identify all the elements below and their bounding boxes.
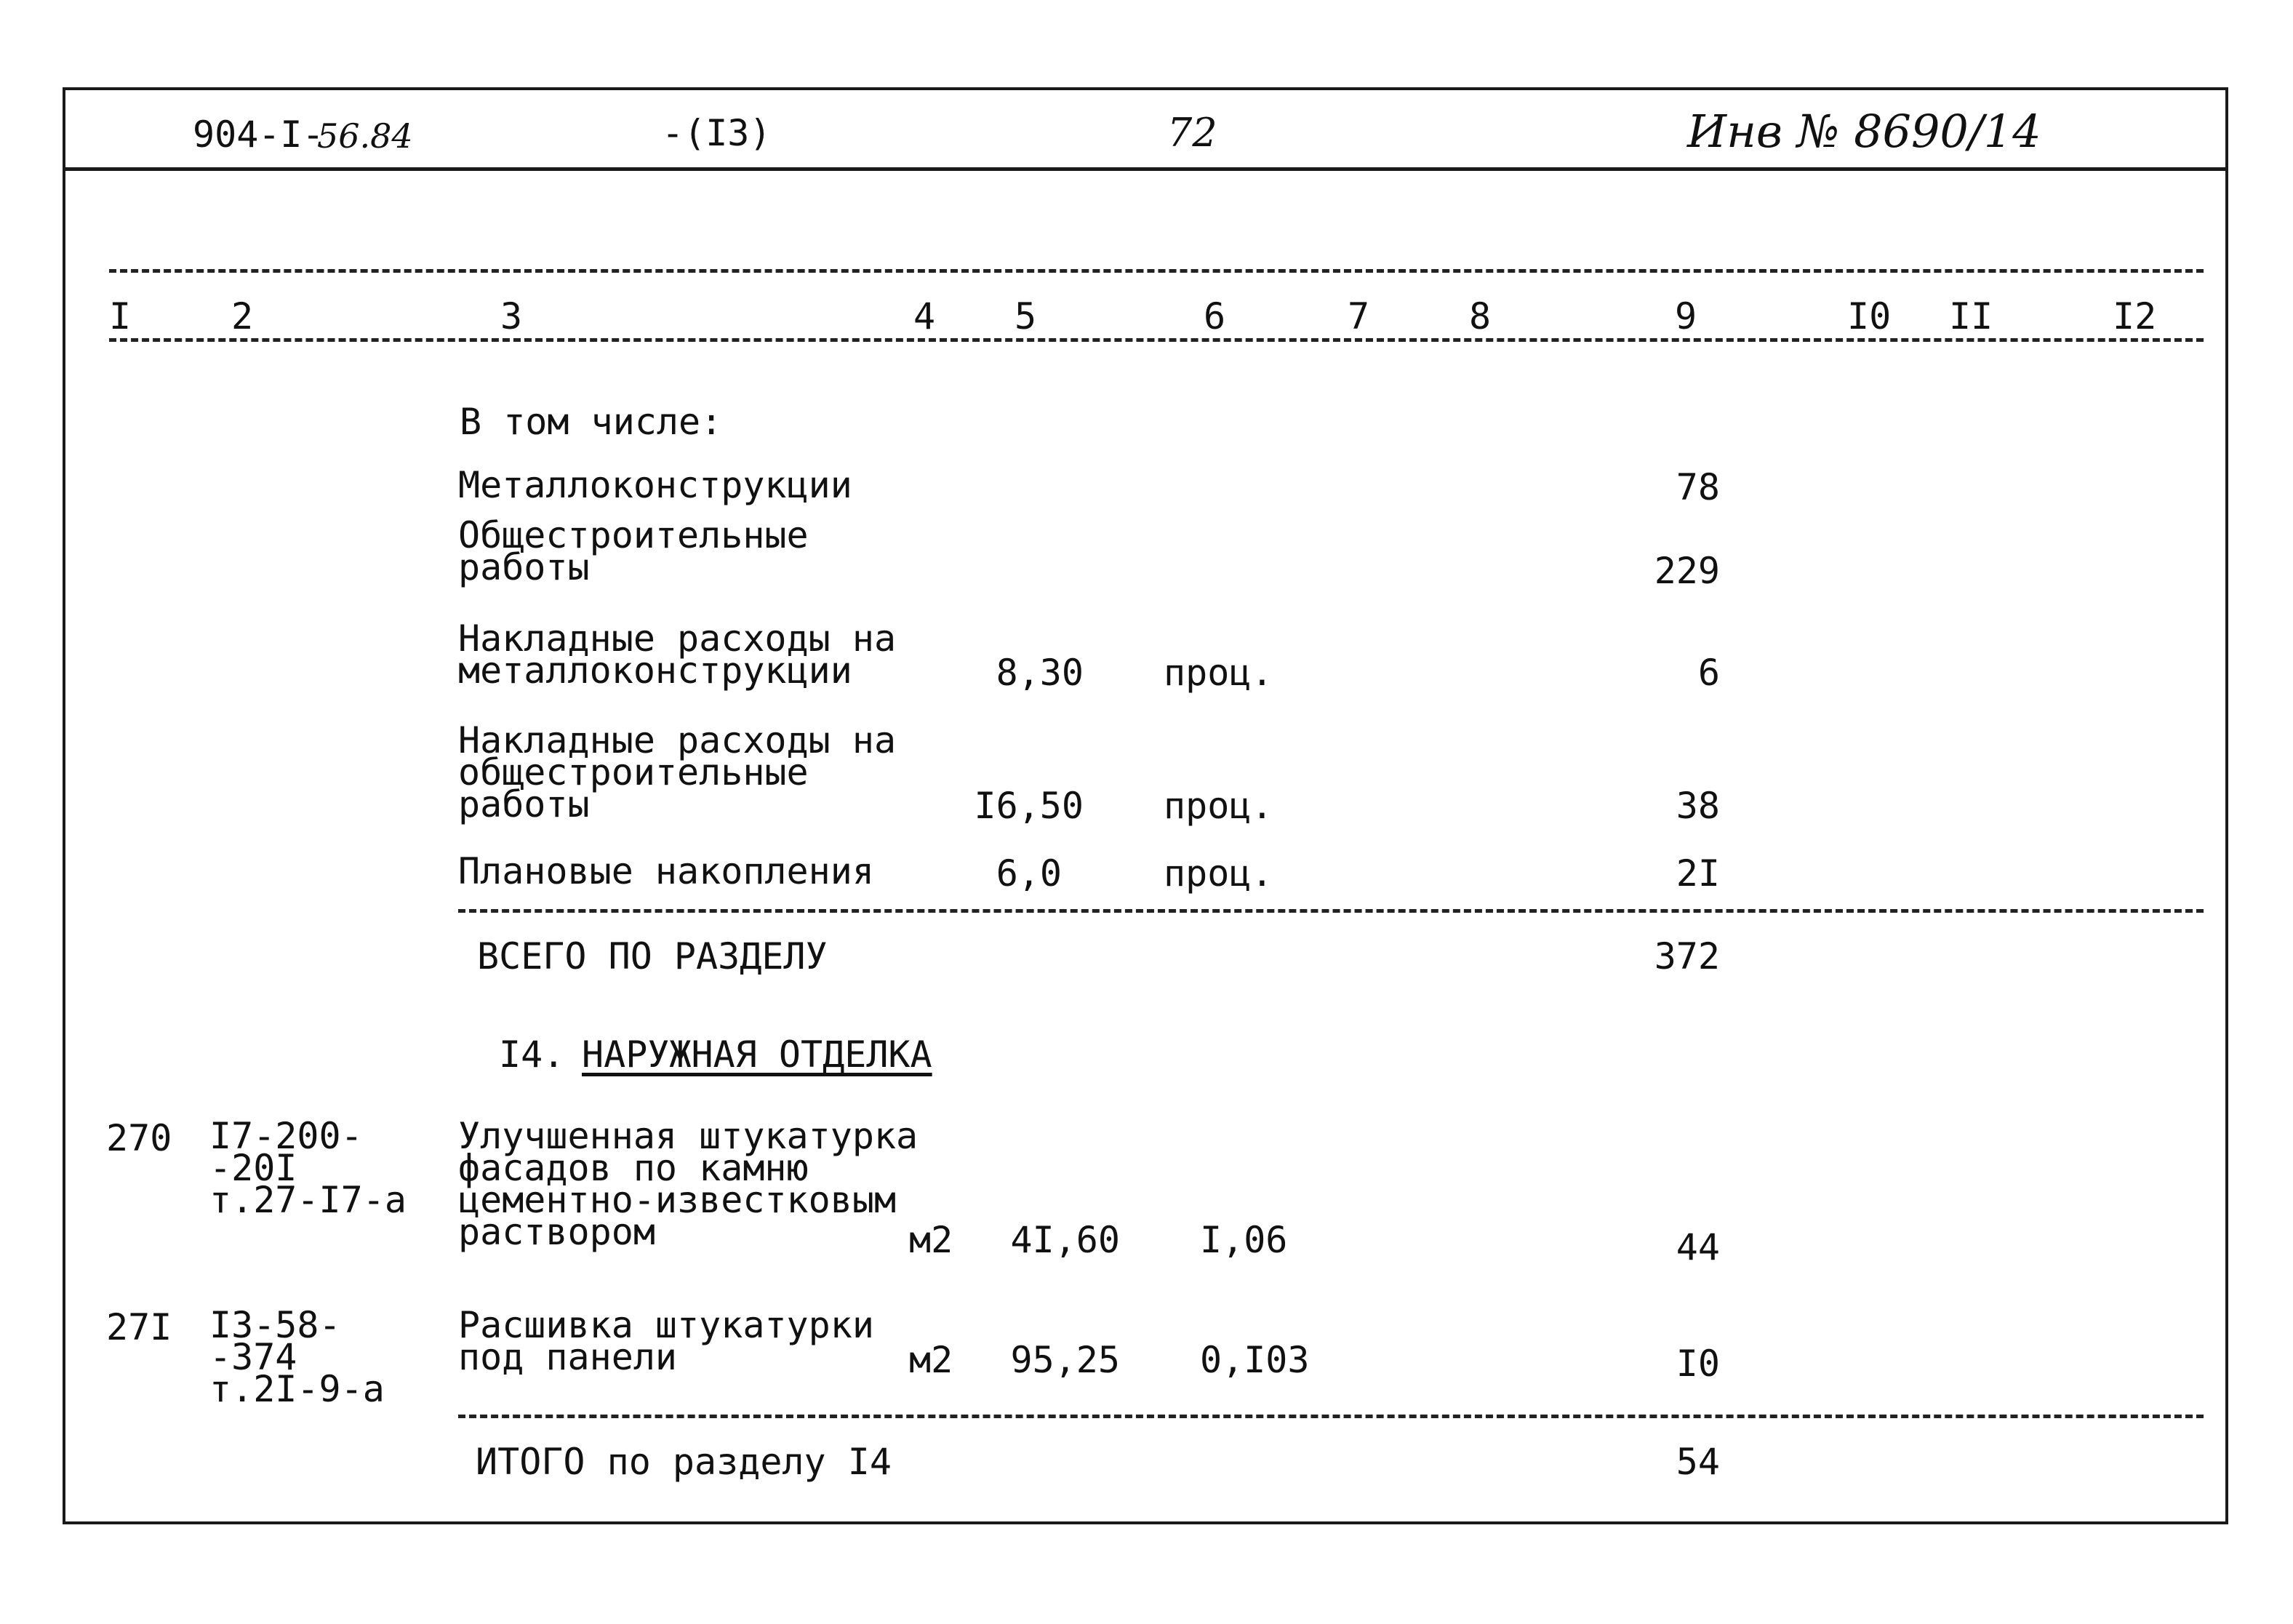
section-total-value: 372 [1654, 935, 1720, 977]
item-unit-price: I,06 [1200, 1219, 1288, 1261]
item-total: I0 [1676, 1343, 1720, 1385]
column-number: 7 [1348, 295, 1370, 337]
column-number: II [1949, 295, 1993, 337]
summary-row-rate: 8,30 [996, 652, 1084, 694]
column-number: 2 [231, 295, 254, 337]
item-number: 270 [106, 1117, 172, 1159]
summary-row-name: Плановые накопления [458, 850, 874, 892]
column-number: I [109, 295, 132, 337]
inventory-number: Инв № 8690/14 [1687, 105, 2041, 158]
summary-row-name: Накладные расходы на металлоконструкции [458, 617, 897, 692]
column-number: 5 [1015, 295, 1037, 337]
summary-row-total: 78 [1676, 466, 1720, 508]
including-label: В том числе: [460, 401, 723, 443]
item-quantity: 4I,60 [1010, 1219, 1120, 1261]
summary-row-name: Общестроительные работы [458, 514, 809, 588]
item-quantity: 95,25 [1010, 1339, 1120, 1381]
summary-row-total: 38 [1676, 785, 1720, 827]
subtotal-dashed-rule [458, 1415, 2204, 1418]
column-number: I0 [1847, 295, 1892, 337]
series-handwritten: 56.84 [317, 116, 413, 156]
page-number: 72 [1167, 110, 1217, 156]
header-rule [63, 167, 2228, 171]
section-total-label: ВСЕГО ПО РАЗДЕЛУ [477, 935, 828, 977]
subtotal-label: ИТОГО по разделу I4 [476, 1441, 892, 1483]
item-unit: м2 [909, 1339, 953, 1381]
summary-row-name: Металлоконструкции [458, 464, 852, 506]
summary-row-rate: I6,50 [974, 785, 1084, 827]
summary-row-unit: проц. [1164, 785, 1273, 827]
column-number: I2 [2113, 295, 2157, 337]
summary-row-unit: проц. [1164, 852, 1273, 895]
summary-row-unit: проц. [1164, 652, 1273, 694]
sheet-code: -(I3) [662, 112, 772, 154]
summary-row-total: 2I [1676, 852, 1720, 895]
summary-dashed-rule [458, 909, 2204, 913]
summary-row-name: Накладные расходы на общестроительные работы [458, 719, 897, 825]
subtotal-value: 54 [1676, 1441, 1720, 1483]
column-number: 8 [1469, 295, 1492, 337]
summary-row-total: 6 [1697, 652, 1720, 694]
column-number: 6 [1204, 295, 1226, 337]
section-title: НАРУЖНАЯ ОТДЕЛКА [582, 1033, 932, 1076]
summary-row-total: 229 [1654, 550, 1720, 592]
column-number-rule [109, 338, 2204, 342]
item-unit-price: 0,I03 [1200, 1339, 1310, 1381]
item-name: Улучшенная штукатурка фасадов по камню цементно-известковым раствором [458, 1115, 919, 1253]
item-unit: м2 [909, 1219, 953, 1261]
item-total: 44 [1676, 1226, 1720, 1268]
item-number: 27I [106, 1306, 172, 1348]
top-dashed-rule [109, 269, 2204, 273]
item-name: Расшивка штукатурки под панели [458, 1304, 874, 1378]
section-number: I4. [499, 1033, 565, 1076]
column-number: 9 [1675, 295, 1697, 337]
column-number: 4 [913, 295, 936, 337]
item-code: I7-200- -20I т.27-I7-а [209, 1115, 407, 1221]
item-code: I3-58- -374 т.2I-9-а [209, 1304, 385, 1410]
column-number: 3 [500, 295, 523, 337]
series-prefix: 904-I- [193, 113, 324, 156]
document-frame [63, 87, 2228, 1524]
summary-row-rate: 6,0 [996, 852, 1062, 895]
